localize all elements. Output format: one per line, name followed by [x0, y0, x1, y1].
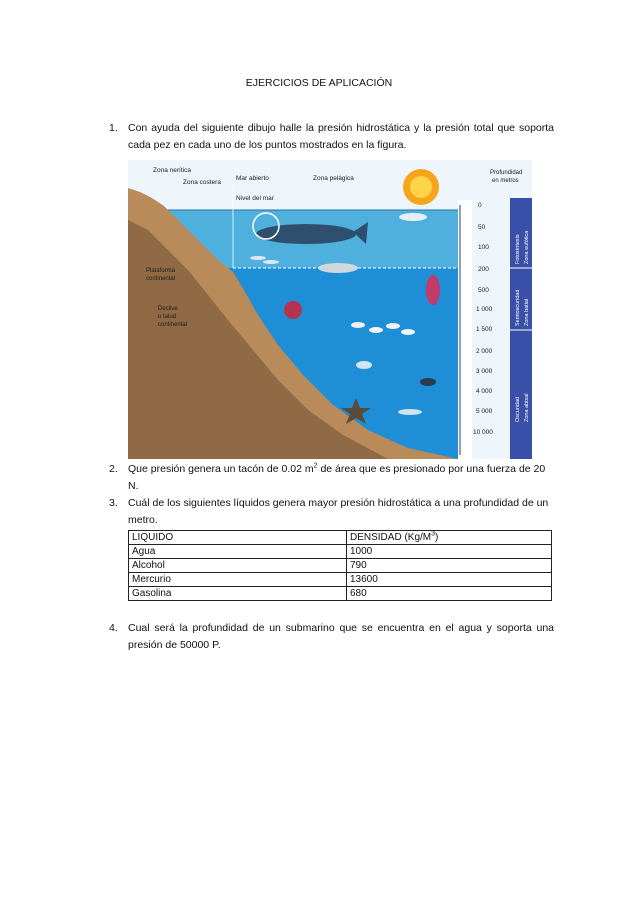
- depth-label: 2 000: [476, 348, 493, 355]
- depth-label: 500: [478, 287, 489, 294]
- table-cell: Agua: [129, 545, 347, 559]
- table-cell: Gasolina: [129, 587, 347, 601]
- depth-label: 50: [478, 224, 486, 231]
- header-text: ): [435, 532, 439, 543]
- question-3: [109, 495, 554, 529]
- table-cell: Mercurio: [129, 573, 347, 587]
- superscript: 2: [313, 462, 318, 470]
- table-cell: Alcohol: [129, 559, 347, 573]
- fish-icon: [351, 322, 365, 328]
- question-text-part: Que presión genera un tacón de 0.02 m: [128, 463, 314, 475]
- zone-label: Zona abisal: [524, 393, 530, 422]
- question-number: 2.: [109, 463, 118, 475]
- header-text: DENSIDAD (Kg/M: [350, 532, 432, 543]
- sun-core: [410, 176, 432, 198]
- nivel-del-mar-label: Nivel del mar: [236, 195, 274, 202]
- question-number: 1.: [109, 122, 118, 134]
- question-2: [109, 461, 554, 495]
- depth-label: 1 000: [476, 306, 493, 313]
- zone-title-label: Fotosíntesis: [515, 234, 521, 264]
- question-number: 3.: [109, 497, 118, 509]
- question-number: 4.: [109, 622, 118, 634]
- mar-abierto-label: Mar abierto: [236, 175, 269, 182]
- plataforma-label: Plataforma: [146, 268, 176, 274]
- table-cell: 1000: [347, 545, 552, 559]
- fish-icon: [369, 327, 383, 333]
- depth-label: 3 000: [476, 368, 493, 375]
- fish-icon: [386, 323, 400, 329]
- zone-title-label: Oscuridad: [515, 396, 521, 422]
- deep-fish-icon: [398, 409, 422, 415]
- fish-icon: [263, 260, 279, 264]
- zona-neritica-label: Zona nerítica: [153, 167, 191, 174]
- octopus-icon: [284, 301, 302, 319]
- table-row: [129, 573, 552, 587]
- depth-label: 0: [478, 202, 482, 209]
- table-header-cell: [347, 531, 552, 545]
- zone-title-label: Semioscuridad: [515, 289, 521, 326]
- plataforma-continental-label: continental: [146, 276, 176, 282]
- question-1: [109, 120, 554, 154]
- whale-icon: [256, 224, 356, 244]
- table-cell: 790: [347, 559, 552, 573]
- table-cell: 680: [347, 587, 552, 601]
- superscript: 3: [431, 530, 436, 538]
- zone-label: Zona batial: [524, 298, 530, 326]
- zona-pelagica-label: Zona pelágica: [313, 175, 354, 182]
- table-row: [129, 545, 552, 559]
- fish-icon: [250, 256, 266, 260]
- table-row: [129, 587, 552, 601]
- depth-label: 1 500: [476, 326, 493, 333]
- table-cell: 13600: [347, 573, 552, 587]
- zona-costera-label: Zona costera: [183, 179, 221, 186]
- question-4: [109, 620, 554, 654]
- talud-continental-label: continental: [158, 322, 188, 328]
- question-text-part: de área que es presionado por una fuerza de 20 N.: [128, 463, 546, 492]
- depth-label: 10 000: [473, 429, 493, 436]
- talud-label: o talud: [158, 314, 177, 320]
- depth-label: 5 000: [476, 408, 493, 415]
- depth-label: 200: [478, 266, 489, 273]
- deep-fish-icon: [420, 378, 436, 386]
- ocean-zones-figure: [128, 160, 532, 459]
- question-text: [128, 461, 554, 495]
- page-title: EJERCICIOS DE APLICACIÓN: [245, 77, 393, 89]
- question-text: Cuál de los siguientes líquidos genera mayor presión hidrostática a una profundidad de un metro.: [128, 497, 549, 526]
- declive-label: Declive: [158, 306, 178, 312]
- fish-icon: [356, 361, 372, 369]
- fish-icon: [401, 329, 415, 335]
- table-row: [129, 559, 552, 573]
- question-text: Con ayuda del siguiente dibujo halle la presión hidrostática y la presión total que soporta cada pez en cada uno de los puntos mostrados en la figura.: [128, 122, 554, 151]
- table-header-row: [129, 531, 552, 545]
- shark-icon: [318, 263, 358, 273]
- en-metros-label: en metros: [492, 178, 519, 184]
- table-header-cell: LIQUIDO: [129, 531, 347, 545]
- depth-label: 4 000: [476, 388, 493, 395]
- question-text: Cual será la profundidad de un submarino que se encuentra en el agua y soporta una presión de 50000 P.: [128, 622, 554, 651]
- depth-label: 100: [478, 244, 489, 251]
- density-table: [128, 530, 552, 601]
- profundidad-label: Profundidad: [490, 170, 523, 176]
- swordfish-icon: [399, 213, 427, 221]
- zone-label: Zona eufótica: [524, 230, 530, 264]
- squid-icon: [426, 275, 440, 305]
